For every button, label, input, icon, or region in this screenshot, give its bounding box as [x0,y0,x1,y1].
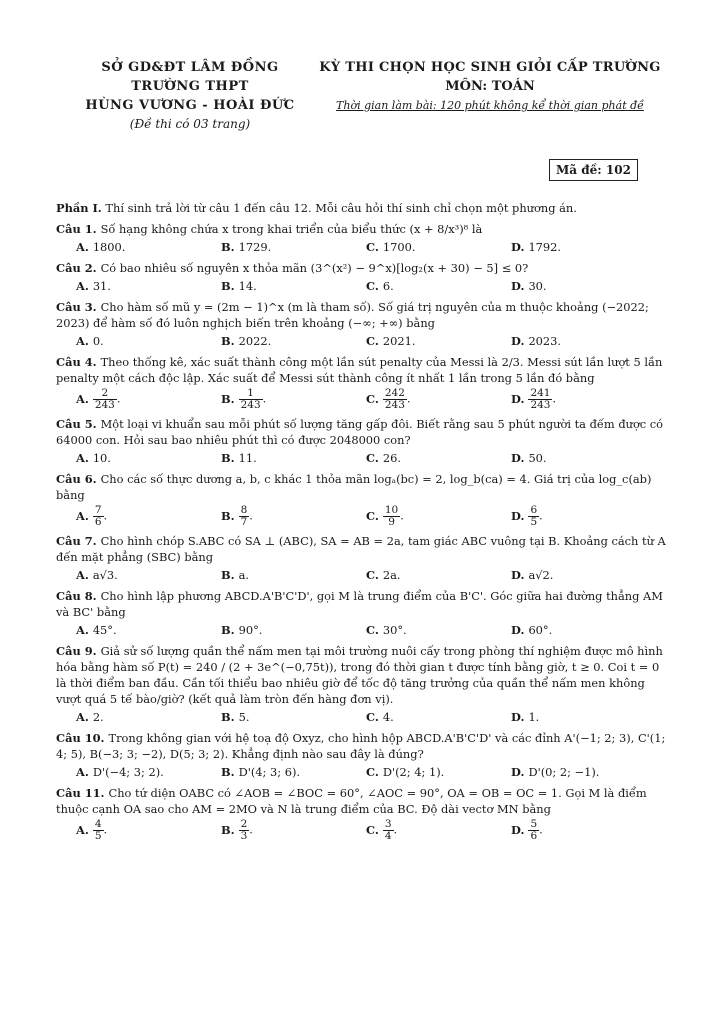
option-value: D'(−4; 3; 2). [92,765,164,779]
question-stem [56,354,671,386]
answer-option[interactable] [76,239,221,255]
question-item [56,354,671,411]
option-letter: D. [511,334,525,348]
question-list [56,221,671,842]
option-letter: A. [76,568,89,582]
option-value: 5. [238,710,250,724]
answer-option[interactable] [221,450,366,466]
fraction-denominator: 9 [388,516,395,528]
option-letter: C. [366,334,379,348]
answer-option[interactable] [221,709,366,725]
question-item [56,299,671,349]
option-value: a. [238,568,250,582]
option-value: 2a. [382,568,401,582]
question-label: Câu 4. [56,355,101,369]
option-value: a√3. [92,568,118,582]
question-item [56,471,671,528]
option-letter: B. [221,240,235,254]
answer-options [56,388,671,411]
option-letter: C. [366,568,379,582]
question-text: Cho hình lập phương ABCD.A'B'C'D', gọi M là trung điểm của B'C'. Góc giữa hai đường thẳng AM và BC' bằng [56,589,663,619]
option-letter: C. [366,451,379,465]
answer-option[interactable] [221,567,366,583]
option-letter: C. [366,391,379,406]
option-letter: D. [511,765,525,779]
answer-options [56,333,671,349]
answer-option[interactable] [76,709,221,725]
option-value: 4. [382,710,394,724]
fraction-denominator: 6 [94,516,102,528]
answer-option[interactable] [221,388,366,411]
answer-option[interactable] [511,709,656,725]
answer-option[interactable] [366,333,511,349]
question-text: Theo thống kê, xác suất thành công một lần sút penalty của Messi là 2/3. Messi sút lần lượt 5 lần penalty một cách độc lập. Xác suất để Messi sút thành công ít nhất 1 lần trong 5 lần đó bằng [56,355,663,385]
answer-option[interactable] [221,333,366,349]
option-value: 90°. [238,623,263,637]
question-label: Câu 9. [56,644,101,658]
option-period: . [539,822,543,837]
option-letter: C. [366,765,379,779]
question-text: Có bao nhiêu số nguyên x thỏa mãn (3^(x²) − 9^x)[log₂(x + 30) − 5] ≤ 0? [100,261,529,275]
option-period: . [406,391,411,406]
answer-option[interactable] [366,239,511,255]
part-instructions [56,200,671,216]
fraction-numerator: 10 [384,504,399,516]
question-stem [56,730,671,762]
option-value: 26. [382,451,401,465]
answer-options [56,622,671,638]
option-letter: A. [76,240,89,254]
option-letter: B. [221,334,235,348]
question-stem [56,299,671,331]
answer-option[interactable] [76,388,221,411]
option-fraction [383,819,394,842]
option-period: . [249,822,253,837]
fraction-denominator: 5 [530,516,538,528]
option-letter: D. [511,391,525,406]
answer-option[interactable] [366,450,511,466]
option-value: 0. [92,334,104,348]
answer-options [56,709,671,725]
option-letter: A. [76,451,89,465]
option-fraction [528,505,539,528]
option-value: 30°. [382,623,407,637]
question-label: Câu 8. [56,589,101,603]
option-letter: A. [76,508,89,523]
answer-option[interactable] [76,622,221,638]
answer-option[interactable] [76,764,221,780]
fraction-numerator: 6 [530,504,538,516]
option-letter: A. [76,623,89,637]
option-letter: D. [511,240,525,254]
fraction-denominator: 243 [530,399,551,411]
option-fraction [93,505,104,528]
answer-options [56,450,671,466]
option-period: . [539,508,543,523]
answer-options [56,278,671,294]
option-letter: B. [221,391,235,406]
answer-option[interactable] [511,278,656,294]
option-value: a√2. [528,568,554,582]
option-letter: C. [366,822,379,837]
answer-option[interactable] [511,819,656,842]
option-value: 14. [238,279,257,293]
option-letter: A. [76,279,89,293]
question-stem [56,471,671,503]
option-letter: D. [511,279,525,293]
option-letter: D. [511,623,525,637]
question-label: Câu 10. [56,731,109,745]
option-letter: C. [366,279,379,293]
option-fraction [239,819,250,842]
option-value: 2021. [382,334,416,348]
answer-options [56,239,671,255]
option-value: 1792. [528,240,562,254]
question-item [56,221,671,255]
question-text: Trong không gian với hệ toạ độ Oxyz, cho hình hộp ABCD.A'B'C'D' và các đỉnh A'(−1; 2; 3), C'(1; 4; 5), B(−3; 3; −2), D(5; 3; 2). Khẳng định nào sau đây là đúng? [56,731,666,761]
question-text: Cho hàm số mũ y = (2m − 1)^x (m là tham số). Số giá trị nguyên của m thuộc khoảng (−2022; 2023) để hàm số đó luôn nghịch biến trên khoảng (−∞; +∞) bằng [56,300,649,330]
question-label: Câu 11. [56,786,109,800]
option-fraction [93,819,104,842]
fraction-denominator: 6 [530,830,538,842]
option-fraction [239,388,263,411]
answer-option[interactable] [76,505,221,528]
answer-options [56,819,671,842]
question-stem [56,533,671,565]
question-label: Câu 7. [56,534,101,548]
option-value: 1. [528,710,540,724]
question-item [56,730,671,780]
department-name: SỞ GD&ĐT LÂM ĐỒNG [101,60,279,75]
question-item [56,416,671,466]
option-period: . [552,391,557,406]
fraction-numerator: 242 [384,387,405,399]
question-stem [56,643,671,707]
option-letter: C. [366,623,379,637]
fraction-numerator: 5 [530,818,538,830]
question-text: Một loại vi khuẩn sau mỗi phút số lượng tăng gấp đôi. Biết rằng sau 5 phút người ta đếm được có 64000 con. Hỏi sau bao nhiêu phút thì có được 2048000 con? [56,417,664,447]
question-stem [56,416,671,448]
answer-option[interactable] [221,819,366,842]
time-limit: Thời gian làm bài: 120 phút không kể thời gian phát đề [336,99,644,112]
exam-title: KỲ THI CHỌN HỌC SINH GIỎI CẤP TRƯỜNG [319,60,661,75]
option-value: 31. [92,279,111,293]
page-count-note: (Đề thi có 03 trang) [129,117,251,131]
question-stem [56,221,671,237]
option-value: 1700. [382,240,416,254]
option-value: 2023. [528,334,562,348]
answer-option[interactable] [511,622,656,638]
option-letter: A. [76,822,89,837]
answer-option[interactable] [366,388,511,411]
answer-option[interactable] [511,567,656,583]
option-fraction [383,388,407,411]
question-item [56,533,671,583]
option-value: 1729. [238,240,272,254]
questions-area [56,200,671,842]
option-value: 60°. [528,623,553,637]
option-letter: A. [76,334,89,348]
answer-option[interactable] [221,622,366,638]
answer-option[interactable] [76,278,221,294]
answer-option[interactable] [366,764,511,780]
answer-option[interactable] [221,505,366,528]
part-label: Phần I. [56,201,102,215]
answer-option[interactable] [76,819,221,842]
answer-option[interactable] [511,388,656,411]
question-item [56,785,671,842]
fraction-denominator: 3 [240,830,248,842]
option-letter: D. [511,451,525,465]
option-fraction [528,819,539,842]
option-letter: D. [511,508,525,523]
question-stem [56,588,671,620]
answer-option[interactable] [76,450,221,466]
option-period: . [103,508,108,523]
option-value: 2. [92,710,104,724]
option-value: 6. [382,279,394,293]
question-item [56,260,671,294]
answer-option[interactable] [366,709,511,725]
answer-option[interactable] [366,505,511,528]
answer-option[interactable] [511,505,656,528]
option-value: 50. [528,451,547,465]
option-letter: C. [366,240,379,254]
question-item [56,643,671,725]
option-letter: D. [511,822,525,837]
option-value: 30. [528,279,547,293]
option-letter: B. [221,765,235,779]
answer-option[interactable] [221,239,366,255]
option-period: . [249,508,253,523]
fraction-denominator: 243 [240,399,261,411]
option-letter: B. [221,822,235,837]
fraction-denominator: 5 [94,830,102,842]
option-value: 45°. [92,623,117,637]
option-fraction [383,505,400,528]
school-type: TRƯỜNG THPT [131,79,249,94]
fraction-numerator: 2 [240,818,248,830]
fraction-denominator: 4 [384,830,392,842]
option-value: 11. [238,451,257,465]
option-letter: D. [511,710,525,724]
question-text: Cho các số thực dương a, b, c khác 1 thỏa mãn logₐ(bc) = 2, log_b(ca) = 4. Giá trị của log_c(ab) bằng [56,472,652,502]
question-label: Câu 5. [56,417,101,431]
question-text: Số hạng không chứa x trong khai triển của biểu thức (x + 8/x³)⁸ là [100,222,483,236]
answer-option[interactable] [221,278,366,294]
fraction-denominator: 243 [384,399,405,411]
option-period: . [103,822,108,837]
answer-options [56,764,671,780]
fraction-numerator: 241 [530,387,551,399]
option-letter: B. [221,508,235,523]
question-text: Giả sử số lượng quần thể nấm men tại môi trường nuôi cấy trong phòng thí nghiệm được mô hình hóa bằng hàm số P(t) = 240 / (2 + 3e^(−0,75t)), trong đó thời gian t được tính bằng giờ, t ≥ 0. Coi t = 0 là thời điểm ban đầu. Cần tối thiểu bao nhiêu giờ để tốc độ tăng trưởng của quần thể nấm men không vượt quá 5 tế bào/giờ? (kết quả làm tròn đến hàng đơn vị). [56,644,663,706]
answer-option[interactable] [366,622,511,638]
part-text: Thí sinh trả lời từ câu 1 đến câu 12. Mỗi câu hỏi thí sinh chỉ chọn một phương án. [105,201,577,215]
option-period: . [262,391,267,406]
option-letter: A. [76,710,89,724]
option-period: . [393,822,398,837]
option-value: D'(0; 2; −1). [528,765,600,779]
header-right [310,60,670,112]
answer-option[interactable] [76,567,221,583]
option-fraction [93,388,117,411]
fraction-denominator: 7 [240,516,248,528]
option-fraction [239,505,250,528]
answer-option[interactable] [221,764,366,780]
option-letter: B. [221,710,235,724]
fraction-numerator: 2 [93,388,117,400]
answer-option[interactable] [76,333,221,349]
question-label: Câu 6. [56,472,101,486]
option-letter: A. [76,391,89,406]
option-value: D'(2; 4; 1). [382,765,445,779]
question-label: Câu 2. [56,261,101,275]
header-left [70,60,310,131]
answer-options [56,567,671,583]
question-label: Câu 1. [56,222,101,236]
subject: MÔN: TOÁN [445,79,535,94]
option-letter: C. [366,508,379,523]
question-label: Câu 3. [56,300,101,314]
option-letter: A. [76,765,89,779]
answer-option[interactable] [511,764,656,780]
option-letter: D. [511,568,525,582]
fraction-numerator: 1 [239,388,263,400]
option-letter: B. [221,451,235,465]
option-period: . [116,391,121,406]
option-value: D'(4; 3; 6). [238,765,301,779]
option-value: 2022. [238,334,272,348]
question-stem [56,785,671,817]
option-letter: C. [366,710,379,724]
exam-code-box: Mã đề: 102 [549,159,638,181]
fraction-numerator: 3 [384,818,392,830]
option-letter: B. [221,279,235,293]
fraction-numerator: 7 [94,504,102,516]
question-text: Cho tứ diện OABC có ∠AOB = ∠BOC = 60°, ∠AOC = 90°, OA = OB = OC = 1. Gọi M là điểm thuộc cạnh OA sao cho AM = 2MO và N là trung điểm của BC. Độ dài vectơ MN bằng [56,786,647,816]
question-stem [56,260,671,276]
question-item [56,588,671,638]
fraction-numerator: 4 [94,818,102,830]
answer-option[interactable] [366,567,511,583]
answer-option[interactable] [366,278,511,294]
answer-option[interactable] [511,239,656,255]
question-text: Cho hình chóp S.ABC có SA ⊥ (ABC), SA = AB = 2a, tam giác ABC vuông tại B. Khoảng cách từ A đến mặt phẳng (SBC) bằng [56,534,666,564]
option-letter: B. [221,623,235,637]
option-value: 1800. [92,240,126,254]
option-value: 10. [92,451,111,465]
option-fraction [528,388,552,411]
answer-option[interactable] [511,333,656,349]
answer-options [56,505,671,528]
school-name: HÙNG VƯƠNG - HOÀI ĐỨC [85,98,295,113]
option-period: . [400,508,404,523]
option-letter: B. [221,568,235,582]
fraction-denominator: 243 [94,399,115,411]
fraction-numerator: 8 [240,504,248,516]
answer-option[interactable] [511,450,656,466]
answer-option[interactable] [366,819,511,842]
